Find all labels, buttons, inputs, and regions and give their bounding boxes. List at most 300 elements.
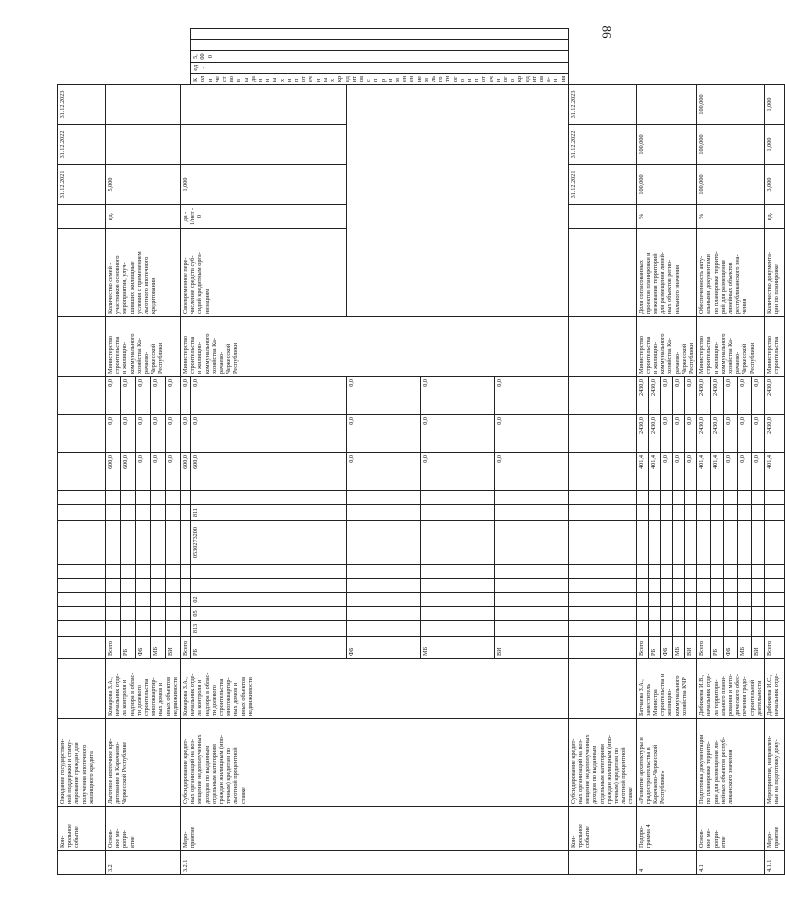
funding-amount: 0,0 xyxy=(737,453,751,491)
budget-code-cell xyxy=(421,505,495,521)
budget-code-cell xyxy=(136,593,151,607)
funding-amount xyxy=(58,377,106,415)
budget-code-cell xyxy=(181,565,191,579)
funding-amount: 2430,0 xyxy=(636,415,648,453)
funding-amount: 401,4 xyxy=(636,453,648,491)
indicator-value xyxy=(106,125,181,165)
budget-code-cell xyxy=(106,593,121,607)
budget-code-cell xyxy=(724,593,738,607)
funding-amount: 0,0 xyxy=(166,377,181,415)
budget-code-cell xyxy=(568,593,636,607)
funding-amount: 0,0 xyxy=(136,415,151,453)
responsible-person: Комарова З.А., начальник отде- ла контроля и надзора в облас- ти долевого строительства многоквартир- ных домов и иных объектов недвижимости xyxy=(106,659,181,719)
funding-amount: 0,0 xyxy=(166,415,181,453)
budget-code-cell xyxy=(58,593,106,607)
funding-amount: 401,4 xyxy=(765,453,785,491)
budget-code-cell xyxy=(648,521,660,565)
budget-code-cell xyxy=(710,491,724,505)
budget-code-cell xyxy=(765,491,785,505)
budget-code-cell xyxy=(724,505,738,521)
budget-code-cell xyxy=(697,621,711,637)
funding-amount: 0,0 xyxy=(347,377,421,415)
budget-code-cell xyxy=(765,607,785,621)
funding-source: Всего xyxy=(697,637,711,659)
budget-code-cell xyxy=(181,521,191,565)
budget-code-cell xyxy=(347,491,421,505)
row-name: Мероприятия, направлен- ные на подготовку доку- xyxy=(765,719,785,807)
funding-amount: 0,0 xyxy=(421,453,495,491)
budget-code-cell xyxy=(737,593,751,607)
funding-source: Всего xyxy=(181,637,191,659)
indicator-value: 1,000 xyxy=(181,165,347,205)
row-number xyxy=(568,851,636,875)
budget-code-cell xyxy=(151,579,166,593)
funding-amount: 0,0 xyxy=(673,415,685,453)
responsible-person xyxy=(58,659,106,719)
budget-code-cell xyxy=(106,621,121,637)
budget-code-cell xyxy=(673,565,685,579)
budget-code-cell: 02 xyxy=(191,593,347,607)
budget-code-cell xyxy=(660,607,672,621)
funding-amount: 0,0 xyxy=(673,453,685,491)
budget-code-cell xyxy=(106,607,121,621)
indicator-value: 1,000 xyxy=(765,85,785,125)
row-number: 3.2.1 xyxy=(181,851,569,875)
indicator-name: Доля согласованных проектов планировки и межевания территорий для размещения линей- ных объектов регио- нального значения xyxy=(636,229,697,317)
budget-code-cell xyxy=(710,521,724,565)
budget-code-cell: 0530273200 xyxy=(191,521,347,565)
budget-code-cell xyxy=(136,579,151,593)
responsible-person: Дибижева И.С., начальник отде- xyxy=(765,659,785,719)
budget-code-cell xyxy=(636,579,648,593)
budget-code-cell xyxy=(648,565,660,579)
funding-amount xyxy=(568,415,636,453)
year-header: 31.12.2021 xyxy=(58,165,106,205)
budget-code-cell xyxy=(166,565,181,579)
funding-amount: 0,0 xyxy=(106,415,121,453)
indicator-value: 100,000 xyxy=(636,165,697,205)
budget-code-cell xyxy=(181,621,191,637)
indicator-name: Количество выданных ипотечных кредитов с применением льготного ипотечного кредитова- ния xyxy=(191,73,569,84)
indicator-unit: % xyxy=(697,205,765,229)
budget-code-cell xyxy=(751,621,765,637)
funding-amount: 2430,0 xyxy=(697,415,711,453)
budget-code-cell xyxy=(724,607,738,621)
budget-code-cell xyxy=(673,621,685,637)
funding-source: МБ xyxy=(673,637,685,659)
funding-amount: 0,0 xyxy=(495,453,569,491)
budget-code-cell xyxy=(121,505,136,521)
funding-source: МБ xyxy=(151,637,166,659)
budget-code-cell xyxy=(166,521,181,565)
row-name: «Развитие архитектуры и градостроительства в Карачаево-Черкесской Республике» xyxy=(636,719,697,807)
budget-code-cell: 813 xyxy=(191,621,347,637)
budget-code-cell xyxy=(347,579,421,593)
indicator-unit: ед. xyxy=(106,205,181,229)
budget-code-cell xyxy=(685,565,697,579)
budget-code-cell xyxy=(181,505,191,521)
budget-code-cell xyxy=(166,505,181,521)
budget-code-cell xyxy=(697,491,711,505)
year-header: 31.12.2022 xyxy=(568,125,636,165)
row-number xyxy=(58,851,106,875)
budget-code-cell xyxy=(710,621,724,637)
executor xyxy=(58,317,106,377)
budget-code-cell xyxy=(347,565,421,579)
indicator-value: 100,000 xyxy=(697,125,765,165)
funding-amount xyxy=(568,453,636,491)
budget-code-cell xyxy=(636,621,648,637)
rotated-document-page xyxy=(57,25,781,875)
page-number: 86 xyxy=(599,25,615,39)
funding-source: РБ xyxy=(121,637,136,659)
funding-amount: 2430,0 xyxy=(710,377,724,415)
budget-code-cell xyxy=(58,491,106,505)
funding-source: ФБ xyxy=(724,637,738,659)
table-row xyxy=(697,29,711,875)
budget-code-cell xyxy=(151,521,166,565)
budget-code-cell xyxy=(347,505,421,521)
budget-code-cell xyxy=(191,579,347,593)
indicator-value xyxy=(191,29,569,40)
funding-amount: 0,0 xyxy=(724,415,738,453)
row-number: 4.1 xyxy=(697,851,765,875)
budget-code-cell xyxy=(495,579,569,593)
budget-code-cell xyxy=(347,621,421,637)
budget-code-cell xyxy=(673,607,685,621)
budget-code-cell xyxy=(136,565,151,579)
budget-code-cell xyxy=(151,607,166,621)
budget-code-cell xyxy=(660,579,672,593)
budget-code-cell xyxy=(751,565,765,579)
budget-code-cell xyxy=(751,593,765,607)
budget-code-cell xyxy=(751,521,765,565)
indicator-value: 3,000 xyxy=(765,165,785,205)
funding-amount: 2430,0 xyxy=(648,377,660,415)
budget-code-cell xyxy=(151,565,166,579)
funding-amount: 0,0 xyxy=(685,415,697,453)
funding-source: Всего xyxy=(765,637,785,659)
budget-code-cell xyxy=(710,565,724,579)
funding-source: РБ xyxy=(648,637,660,659)
budget-code-cell xyxy=(737,521,751,565)
funding-amount: 0,0 xyxy=(724,453,738,491)
budget-code-cell xyxy=(58,579,106,593)
budget-code-cell xyxy=(58,607,106,621)
budget-code-cell xyxy=(648,579,660,593)
table-row xyxy=(765,29,785,875)
table-row xyxy=(568,29,636,875)
funding-amount: 0,0 xyxy=(737,415,751,453)
budget-code-cell xyxy=(673,491,685,505)
row-kind: Меро- приятие xyxy=(765,807,785,851)
budget-code-cell xyxy=(347,521,421,565)
budget-code-cell xyxy=(751,607,765,621)
budget-code-cell xyxy=(181,607,191,621)
funding-source: ФБ xyxy=(347,637,421,659)
year-header: 31.12.2021 xyxy=(568,165,636,205)
indicator-value xyxy=(181,125,347,165)
executor: Министерство строительства и жилищно- коммунального хозяйства Ка- рачаево- Черкесской Республики xyxy=(697,317,765,377)
funding-amount: 0,0 xyxy=(151,453,166,491)
funding-amount: 0,0 xyxy=(751,453,765,491)
funding-amount: 0,0 xyxy=(421,415,495,453)
budget-code-cell xyxy=(58,521,106,565)
executor: Министерство строительства и жилищно- коммунального хозяйства Ка- рачаево- Черкесской Республики xyxy=(636,317,697,377)
funding-amount: 0,0 xyxy=(181,377,191,415)
budget-code-cell xyxy=(121,579,136,593)
budget-code-cell xyxy=(568,491,636,505)
year-header: 31.12.2022 xyxy=(58,125,106,165)
table-row xyxy=(181,29,191,875)
budget-code-cell xyxy=(636,521,648,565)
funding-source xyxy=(568,637,636,659)
row-name: Льготное ипотечное кре- дитование в Карачаево- Черкесской Республике xyxy=(106,719,181,807)
budget-code-cell xyxy=(166,579,181,593)
indicator-value xyxy=(191,40,569,51)
budget-code-cell xyxy=(106,565,121,579)
budget-code-cell xyxy=(58,505,106,521)
budget-code-cell xyxy=(166,607,181,621)
funding-amount: 0,0 xyxy=(166,453,181,491)
budget-code-cell xyxy=(685,607,697,621)
funding-amount: 0,0 xyxy=(347,415,421,453)
budget-code-cell xyxy=(347,593,421,607)
funding-amount: 0,0 xyxy=(660,377,672,415)
executor: Министерство строительства и жилищно- коммунального хозяйства Ка- рачаево- Черкесской Республики xyxy=(181,317,569,377)
budget-code-cell xyxy=(495,491,569,505)
budget-code-cell xyxy=(765,621,785,637)
funding-source: РБ xyxy=(191,637,347,659)
table-body xyxy=(58,29,785,875)
responsible-person: Дибижева И.В., начальник отде- ла территори- ального плани- рования и мето- дического обес- печения градо- строительной деятельности xyxy=(697,659,765,719)
funding-amount: 0,0 xyxy=(121,415,136,453)
budget-code-cell xyxy=(697,565,711,579)
funding-amount: 0,0 xyxy=(151,377,166,415)
budget-code-cell xyxy=(121,593,136,607)
indicator-value xyxy=(636,85,697,125)
year-header: 31.12.2023 xyxy=(58,85,106,125)
funding-amount: 0,0 xyxy=(724,377,738,415)
indicator-value xyxy=(106,85,181,125)
row-kind: Основ- ное ме- ропри- ятие xyxy=(106,807,181,851)
indicator-value: 100,000 xyxy=(697,85,765,125)
budget-code-cell xyxy=(106,579,121,593)
budget-code-cell xyxy=(648,593,660,607)
funding-amount: 0,0 xyxy=(685,453,697,491)
funding-amount: 2430,0 xyxy=(765,377,785,415)
responsible-person xyxy=(568,659,636,719)
budget-code-cell xyxy=(636,593,648,607)
budget-code-cell xyxy=(568,505,636,521)
budget-code-cell xyxy=(737,491,751,505)
funding-amount: 600,0 xyxy=(106,453,121,491)
budget-code-cell xyxy=(636,565,648,579)
budget-code-cell xyxy=(121,521,136,565)
funding-amount: 0,0 xyxy=(685,377,697,415)
funding-amount: 0,0 xyxy=(106,377,121,415)
row-kind: Подпро- грамма 4 xyxy=(636,807,697,851)
row-kind: Кон- трольное событие xyxy=(58,807,106,851)
budget-code-cell xyxy=(660,491,672,505)
budget-code-cell xyxy=(685,491,697,505)
budget-code-cell xyxy=(660,521,672,565)
budget-code-cell xyxy=(697,521,711,565)
budget-code-cell xyxy=(166,621,181,637)
funding-amount: 0,0 xyxy=(181,415,191,453)
budget-code-cell xyxy=(636,607,648,621)
budget-code-cell xyxy=(737,505,751,521)
row-number: 3.2 xyxy=(106,851,181,875)
budget-code-cell xyxy=(151,505,166,521)
budget-code-cell xyxy=(166,593,181,607)
budget-code-cell xyxy=(421,579,495,593)
budget-code-cell xyxy=(136,505,151,521)
budget-code-cell xyxy=(697,579,711,593)
executor: Министерство строительства и жилищно- коммунального хозяйства Ка- рачаево- Черкесской Республики xyxy=(106,317,181,377)
funding-amount xyxy=(58,415,106,453)
row-name: Субсидирование кредит- ных организаций на воз- мещение недополученных доходов по выданным отдельным категориям граждан жилищным (ипо- течным) кредитам по льготной процентной ставке xyxy=(181,719,569,807)
budget-code-cell xyxy=(697,593,711,607)
indicator-value: 100,000 xyxy=(697,165,765,205)
budget-code-cell xyxy=(421,621,495,637)
budget-code-cell xyxy=(765,565,785,579)
funding-amount: 0,0 xyxy=(136,453,151,491)
funding-amount: 600,0 xyxy=(191,453,347,491)
funding-source: РБ xyxy=(710,637,724,659)
budget-code-cell xyxy=(568,621,636,637)
budget-code-cell: 811 xyxy=(191,505,347,521)
budget-code-cell xyxy=(151,593,166,607)
budget-code-cell xyxy=(421,521,495,565)
funding-amount xyxy=(568,377,636,415)
budget-code-cell xyxy=(191,491,347,505)
funding-amount: 0,0 xyxy=(191,415,347,453)
indicator-name: Своевременное пере- числение средств суб- сидий кредитным орга- низациям xyxy=(181,229,347,317)
budget-code-cell xyxy=(181,593,191,607)
funding-amount: 0,0 xyxy=(136,377,151,415)
row-name: Ожидание государствен- ной поддержки и стиму- лирование граждан для получения ипотечного жилищного кредита xyxy=(58,719,106,807)
budget-code-cell xyxy=(151,621,166,637)
budget-code-cell xyxy=(710,579,724,593)
funding-amount: 2430,0 xyxy=(710,415,724,453)
budget-code-cell xyxy=(724,579,738,593)
budget-code-cell xyxy=(710,607,724,621)
budget-code-cell xyxy=(685,593,697,607)
funding-amount: 0,0 xyxy=(495,415,569,453)
funding-amount: 0,0 xyxy=(660,415,672,453)
budget-code-cell xyxy=(636,491,648,505)
funding-amount: 0,0 xyxy=(495,377,569,415)
funding-source: МБ xyxy=(421,637,495,659)
budget-code-cell xyxy=(568,607,636,621)
table-row xyxy=(636,29,648,875)
budget-code-cell xyxy=(106,491,121,505)
budget-code-cell xyxy=(636,505,648,521)
budget-code-cell xyxy=(737,565,751,579)
funding-source: ФБ xyxy=(660,637,672,659)
funding-amount: 2430,0 xyxy=(648,415,660,453)
budget-code-cell xyxy=(751,505,765,521)
budget-code-cell xyxy=(710,593,724,607)
funding-amount: 600,0 xyxy=(121,453,136,491)
funding-source: ВИ xyxy=(166,637,181,659)
budget-code-cell xyxy=(685,579,697,593)
budget-code-cell xyxy=(421,491,495,505)
indicator-name: Количество документа- ции по планировке xyxy=(765,229,785,317)
funding-amount: 2430,0 xyxy=(697,377,711,415)
indicator-value: 100,000 xyxy=(636,125,697,165)
indicator-value xyxy=(181,85,347,125)
budget-code-cell xyxy=(648,607,660,621)
budget-code-cell xyxy=(724,565,738,579)
year-header: 31.12.2023 xyxy=(568,85,636,125)
budget-code-cell xyxy=(724,621,738,637)
indicator-unit: ед. xyxy=(765,205,785,229)
indicator-unit: да - 1/нет - 0 xyxy=(181,205,347,229)
budget-code-cell xyxy=(751,579,765,593)
funding-amount: 2430,0 xyxy=(636,377,648,415)
funding-amount: 0,0 xyxy=(421,377,495,415)
budget-code-cell xyxy=(121,565,136,579)
budget-code-cell xyxy=(673,593,685,607)
funding-amount: 0,0 xyxy=(347,453,421,491)
budget-code-cell xyxy=(421,593,495,607)
funding-source: ВИ xyxy=(751,637,765,659)
budget-code-cell xyxy=(347,607,421,621)
budget-code-cell xyxy=(765,505,785,521)
budget-code-cell xyxy=(495,593,569,607)
budget-code-cell xyxy=(751,491,765,505)
row-kind: Основ- ное ме- ропри- ятие xyxy=(697,807,765,851)
budget-code-cell xyxy=(421,607,495,621)
funding-amount: 401,4 xyxy=(697,453,711,491)
budget-code-cell xyxy=(660,621,672,637)
budget-code-cell xyxy=(697,607,711,621)
indicator-value: 1,000 xyxy=(765,125,785,165)
indicator-value: 5,000 xyxy=(106,165,181,205)
budget-code-cell xyxy=(58,565,106,579)
indicator-name: Обеспеченность акту- альными документами по планировке террито- рий для размещения линейных объектов республиканского зна- чения xyxy=(697,229,765,317)
funding-source: ФБ xyxy=(136,637,151,659)
budget-code-cell xyxy=(568,579,636,593)
funding-amount: 2430,0 xyxy=(765,415,785,453)
row-name: Подготовка документации по планировке террито- рии для размещения ли- нейных объектов респуб- ликанского значения xyxy=(697,719,765,807)
funding-amount: 0,0 xyxy=(660,453,672,491)
budget-code-cell xyxy=(421,565,495,579)
row-number: 4 xyxy=(636,851,697,875)
funding-amount xyxy=(58,453,106,491)
funding-amount: 0,0 xyxy=(751,377,765,415)
indicator-unit xyxy=(58,205,106,229)
budget-code-cell xyxy=(724,491,738,505)
budget-code-cell xyxy=(765,579,785,593)
budget-code-cell xyxy=(151,491,166,505)
budget-code-cell xyxy=(121,607,136,621)
executor: Министерство строительства xyxy=(765,317,785,377)
row-kind: Кон- трольное событие xyxy=(568,807,636,851)
executor xyxy=(568,317,636,377)
budget-code-cell xyxy=(673,521,685,565)
budget-code-cell xyxy=(136,491,151,505)
budget-code-cell xyxy=(495,621,569,637)
table-row xyxy=(106,29,121,875)
indicator-unit: % xyxy=(636,205,697,229)
budget-code-cell xyxy=(697,505,711,521)
budget-code-cell xyxy=(121,621,136,637)
responsible-person: Комарова З.А., начальник отде- ла контроля и надзора в облас- ти долевого строительства многоквартир- ных домов и иных объектов недвижимости xyxy=(181,659,569,719)
budget-code-cell xyxy=(136,521,151,565)
